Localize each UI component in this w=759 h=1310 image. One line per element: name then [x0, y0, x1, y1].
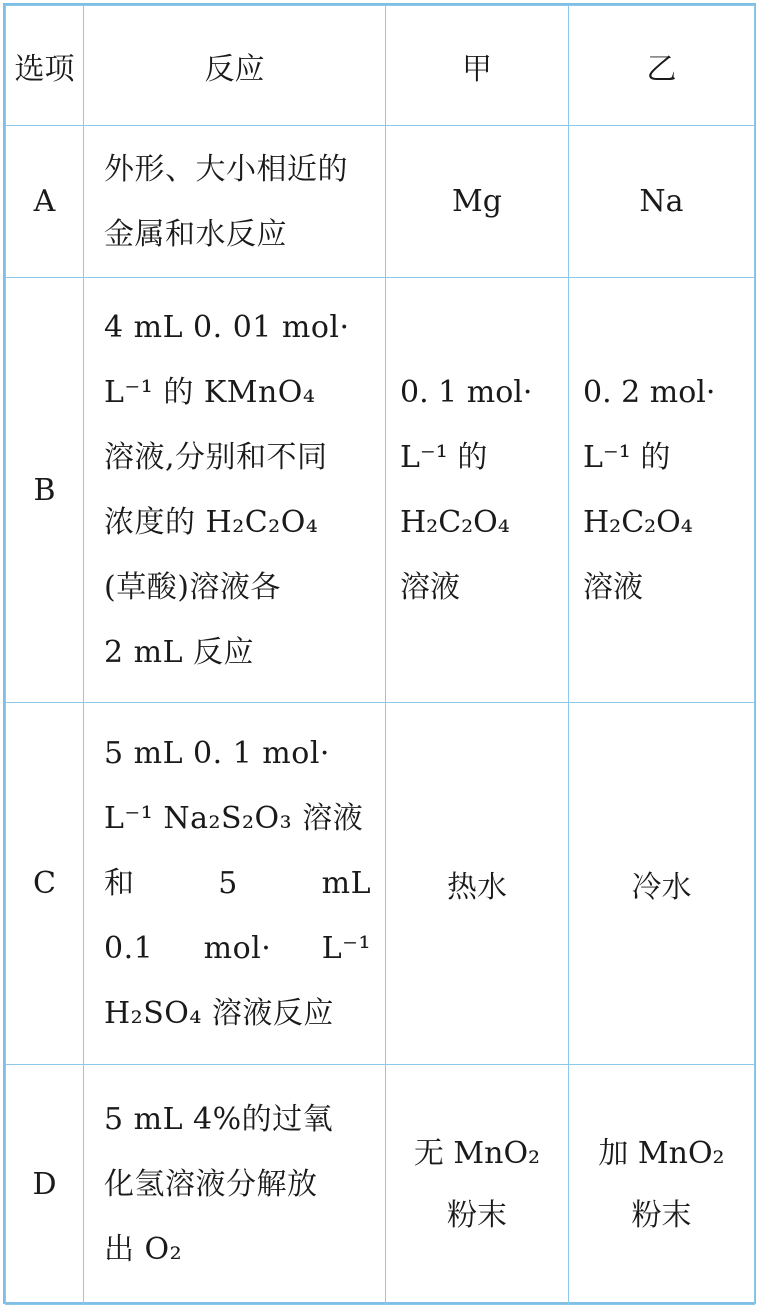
jia-cell: Mg — [386, 126, 569, 278]
jia-line: 无 MnO₂ — [413, 1135, 541, 1171]
yi-line: 0. 2 mol· — [583, 375, 716, 410]
yi-cell: 冷水 — [569, 703, 755, 1065]
option-cell: A — [6, 126, 84, 278]
reaction-line: 外形、大小相近的 — [104, 151, 348, 187]
yi-cell: Na — [569, 126, 755, 278]
reaction-line: 4 mL 0. 01 mol· — [104, 310, 350, 345]
reaction-token: 5 — [218, 866, 238, 901]
table-row — [6, 1065, 755, 1305]
header-yi: 乙 — [569, 6, 755, 126]
header-reaction: 反应 — [84, 6, 386, 126]
reaction-line-justified — [104, 916, 371, 981]
reaction-token: 0.1 — [104, 931, 154, 966]
table-page — [3, 3, 756, 1304]
jia-line: L⁻¹ 的 — [400, 440, 488, 475]
table-row — [6, 126, 755, 278]
reaction-token: L⁻¹ — [321, 931, 371, 966]
reaction-cell — [84, 1065, 386, 1305]
reaction-line-justified — [104, 851, 371, 916]
jia-cell: 热水 — [386, 703, 569, 1065]
table-row — [6, 278, 755, 703]
reaction-cell — [84, 126, 386, 278]
jia-line: H₂C₂O₄ — [400, 505, 510, 540]
reaction-line: H₂SO₄ 溶液反应 — [104, 996, 334, 1031]
reaction-token: mol· — [203, 931, 272, 966]
yi-line: H₂C₂O₄ — [583, 505, 693, 540]
jia-cell — [386, 278, 569, 703]
reaction-line: 5 mL 0. 1 mol· — [104, 736, 330, 771]
reaction-line: 金属和水反应 — [104, 216, 287, 252]
reaction-line: L⁻¹ 的 KMnO₄ — [104, 375, 316, 410]
yi-line: 溶液 — [583, 570, 643, 605]
reaction-cell — [84, 703, 386, 1065]
yi-cell — [569, 1065, 755, 1305]
yi-line: L⁻¹ 的 — [583, 440, 671, 475]
reaction-line: 出 O₂ — [104, 1232, 183, 1267]
jia-cell — [386, 1065, 569, 1305]
header-jia: 甲 — [386, 6, 569, 126]
jia-line: 粉末 — [447, 1197, 507, 1233]
yi-line: 粉末 — [631, 1197, 692, 1233]
experiment-table — [5, 5, 755, 1305]
header-row — [6, 6, 755, 126]
reaction-line: 化氢溶液分解放 — [104, 1167, 318, 1202]
reaction-line: (草酸)溶液各 — [104, 570, 281, 605]
option-cell: D — [6, 1065, 84, 1305]
reaction-line: 浓度的 H₂C₂O₄ — [104, 505, 319, 540]
jia-line: 溶液 — [400, 570, 460, 605]
reaction-cell — [84, 278, 386, 703]
reaction-line: L⁻¹ Na₂S₂O₃ 溶液 — [104, 801, 364, 836]
reaction-token: mL — [321, 866, 371, 901]
option-cell: B — [6, 278, 84, 703]
jia-line: 0. 1 mol· — [400, 375, 533, 410]
header-option: 选项 — [6, 6, 84, 126]
reaction-line: 5 mL 4%的过氧 — [104, 1102, 334, 1137]
yi-cell — [569, 278, 755, 703]
reaction-token: 和 — [104, 866, 135, 901]
option-cell: C — [6, 703, 84, 1065]
yi-line: 加 MnO₂ — [598, 1135, 725, 1171]
table-row — [6, 703, 755, 1065]
reaction-line: 2 mL 反应 — [104, 635, 255, 670]
reaction-line: 溶液,分别和不同 — [104, 440, 328, 475]
